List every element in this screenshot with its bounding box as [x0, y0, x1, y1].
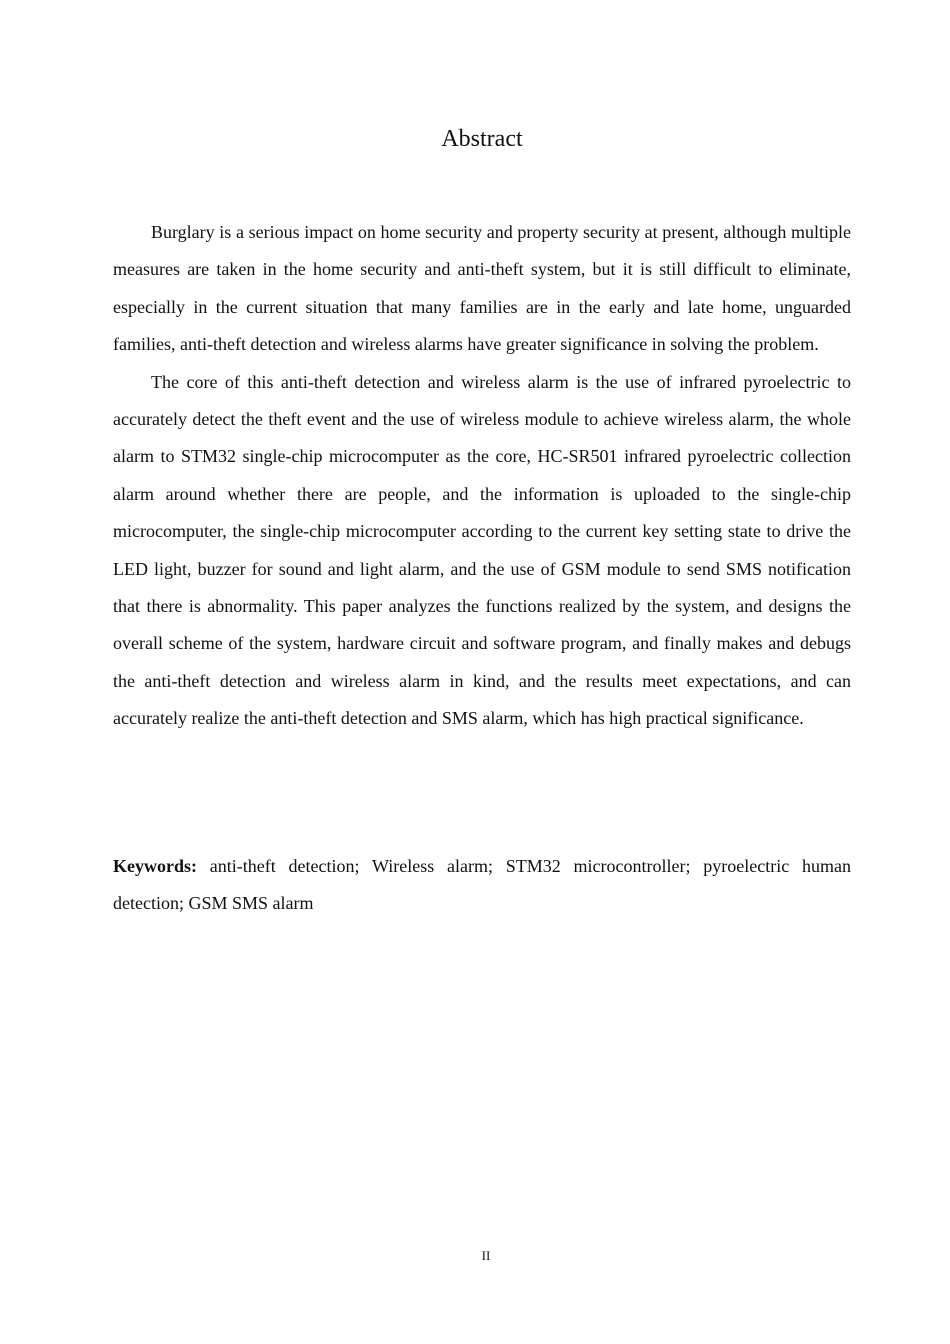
keywords-text: anti-theft detection; Wireless alarm; STM32 microcontroller; pyroelectric human detection; GSM SMS alarm [113, 856, 851, 914]
abstract-body [113, 214, 851, 738]
page-number: II [481, 1248, 491, 1263]
abstract-paragraph-1: Burglary is a serious impact on home security and property security at present, although multiple measures are taken in the home security and anti-theft system, but it is still difficult to eliminate, especially in the current situation that many families are in the early and late home, unguarded families, anti-theft detection and wireless alarms have greater significance in solving the problem. [113, 222, 851, 355]
keywords-label: Keywords: [113, 856, 197, 876]
keywords-line [113, 848, 851, 923]
abstract-title: Abstract [441, 126, 523, 152]
abstract-paragraph-2: The core of this anti-theft detection and wireless alarm is the use of infrared pyroelectric to accurately detect the theft event and the use of wireless module to achieve wireless alarm, the whole alarm to STM32 single-chip microcomputer as the core, HC-SR501 infrared pyroelectric collection alarm around whether there are people, and the information is uploaded to the single-chip microcomputer, the single-chip microcomputer according to the current key setting state to drive the LED light, buzzer for sound and light alarm, and the use of GSM module to send SMS notification that there is abnormality. This paper analyzes the functions realized by the system, and designs the overall scheme of the system, hardware circuit and software program, and finally makes and debugs the anti-theft detection and wireless alarm in kind, and the results meet expectations, and can accurately realize the anti-theft detection and SMS alarm, which has high practical significance. [113, 371, 851, 729]
